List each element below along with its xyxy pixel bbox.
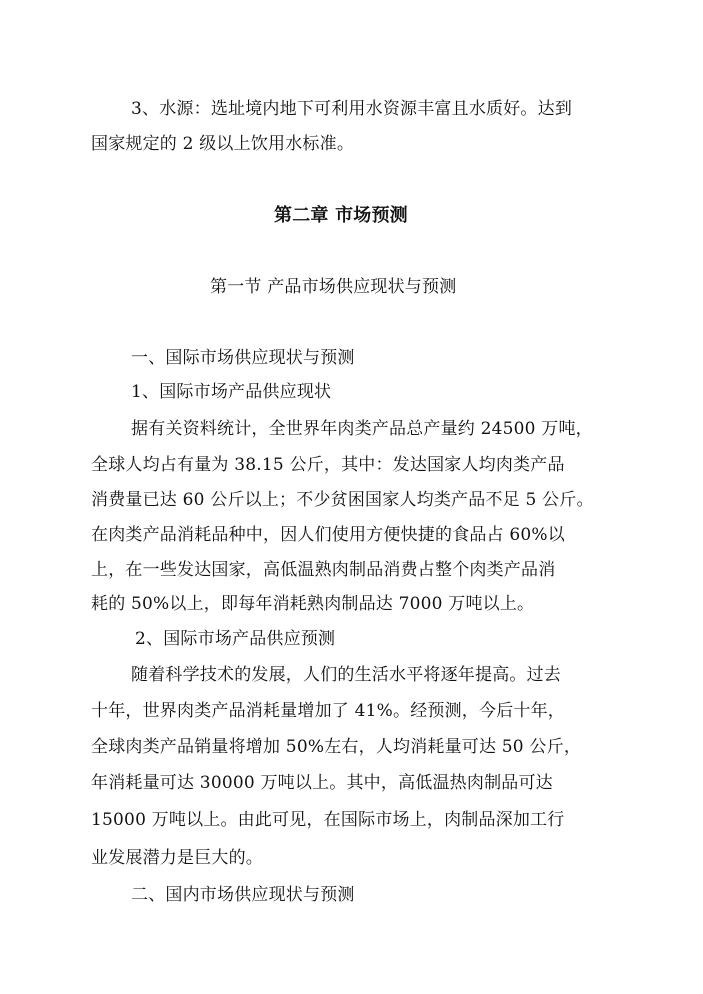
- chapter-title: 第二章 市场预测: [274, 205, 408, 226]
- subsection-international-title: 一、国际市场供应现状与预测: [131, 348, 355, 368]
- water-source-line-2: 国家规定的 2 级以上饮用水标准。: [91, 134, 355, 154]
- para2-line-2: 十年，世界肉类产品消耗量增加了 41%。经预测，今后十年，: [91, 701, 565, 721]
- para1-line-6: 耗的 50%以上，即每年消耗熟肉制品达 7000 万吨以上。: [91, 594, 535, 614]
- section-title: 第一节 产品市场供应现状与预测: [210, 277, 457, 297]
- para2-line-4: 年消耗量可达 30000 万吨以上。其中，高低温热肉制品可达: [91, 773, 553, 793]
- para1-line-2: 全球人均占有量为 38.15 公斤，其中：发达国家人均肉类产品: [91, 455, 565, 475]
- item-international-status-title: 1、国际市场产品供应现状: [131, 382, 332, 402]
- subsection-domestic-title: 二、国内市场供应现状与预测: [131, 885, 355, 905]
- water-source-line-1: 3、水源：选址境内地下可利用水资源丰富且水质好。达到: [131, 99, 573, 119]
- para2-line-1: 随着科学技术的发展，人们的生活水平将逐年提高。过去: [131, 665, 561, 685]
- para1-line-3: 消费量已达 60 公斤以上；不少贫困国家人均类产品不足 5 公斤。: [91, 490, 594, 510]
- item-international-forecast-title: 2、国际市场产品供应预测: [135, 629, 336, 649]
- para1-line-5: 上，在一些发达国家，高低温熟肉制品消费占整个肉类产品消: [91, 560, 556, 580]
- para2-line-5: 15000 万吨以上。由此可见，在国际市场上，肉制品深加工行: [91, 810, 565, 830]
- para1-line-4: 在肉类产品消耗品种中，因人们使用方便快捷的食品占 60%以: [91, 525, 565, 545]
- para1-line-1: 据有关资料统计，全世界年肉类产品总产量约 24500 万吨，: [131, 419, 593, 439]
- para2-line-3: 全球肉类产品销量将增加 50%左右，人均消耗量可达 50 公斤，: [91, 737, 582, 757]
- para2-line-6: 业发展潜力是巨大的。: [91, 848, 263, 868]
